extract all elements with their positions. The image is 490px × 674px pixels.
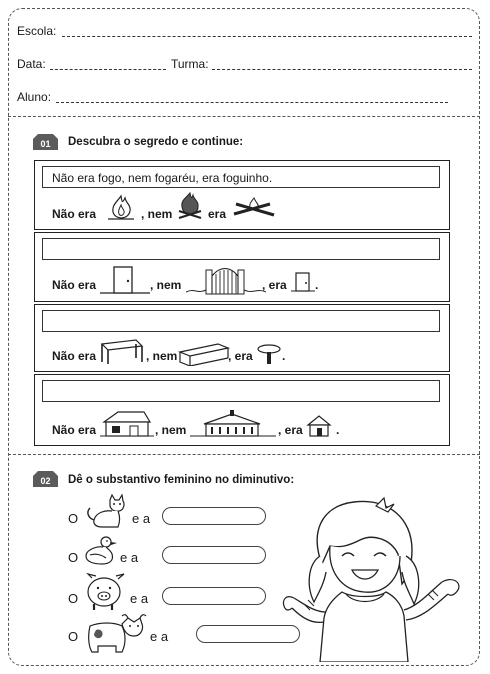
row3-end: .	[282, 349, 286, 363]
row4-nem: , nem	[155, 423, 187, 437]
student-label: Aluno:	[17, 90, 52, 104]
long-table-icon	[178, 338, 230, 366]
ox-icon	[82, 612, 148, 658]
header-divider	[8, 116, 480, 117]
gate-icon	[186, 264, 266, 296]
girl-illustration	[280, 494, 470, 662]
door-icon	[100, 262, 150, 296]
class-label: Turma:	[171, 57, 209, 71]
answer-pill-2[interactable]	[162, 546, 266, 564]
row2-nao-era: Não era	[52, 278, 97, 292]
small-table-icon	[256, 342, 282, 366]
item3-article: O	[68, 591, 79, 606]
cat-icon	[82, 494, 126, 530]
section-divider	[8, 454, 480, 455]
fire-icon	[104, 193, 138, 221]
item4-article: O	[68, 629, 79, 644]
row3-nao-era: Não era	[52, 349, 97, 363]
answer-pill-3[interactable]	[162, 587, 266, 605]
item1-conj: e a	[132, 511, 151, 526]
item3-conj: e a	[130, 591, 149, 606]
row1-nem: , nem	[141, 207, 173, 221]
item1-article: O	[68, 511, 79, 526]
class-field[interactable]	[212, 69, 472, 70]
date-label: Data:	[17, 57, 46, 71]
section-badge-02	[32, 470, 59, 488]
row2-era: , era	[262, 278, 287, 292]
row1-nao-era: Não era	[52, 207, 97, 221]
row4-nao-era: Não era	[52, 423, 97, 437]
house-icon	[100, 408, 154, 438]
answer-box-3[interactable]	[42, 310, 440, 332]
section-number-02: 02	[40, 476, 51, 486]
row4-end: .	[336, 423, 340, 437]
duck-icon	[82, 534, 120, 568]
section-title-02: Dê o substantivo feminino no diminutivo:	[68, 474, 295, 486]
bonfire-icon	[174, 191, 206, 221]
example-answer: Não era fogo, nem fogaréu, era foguinho.	[52, 171, 273, 185]
small-house-icon	[305, 414, 333, 438]
big-house-icon	[190, 408, 276, 438]
item2-article: O	[68, 550, 79, 565]
item2-conj: e a	[120, 550, 139, 565]
row2-nem: , nem	[150, 278, 182, 292]
school-label: Escola:	[17, 24, 57, 38]
row4-era: , era	[278, 423, 303, 437]
answer-pill-1[interactable]	[162, 507, 266, 525]
answer-box-2[interactable]	[42, 238, 440, 260]
date-field[interactable]	[50, 69, 166, 70]
section-badge-01	[32, 133, 59, 151]
answer-box-4[interactable]	[42, 380, 440, 402]
section-title-01: Descubra o segredo e continue:	[68, 136, 244, 148]
item4-conj: e a	[150, 629, 169, 644]
student-field[interactable]	[56, 102, 448, 103]
row1-era: era	[208, 207, 227, 221]
row3-nem: , nem	[146, 349, 178, 363]
small-fire-icon	[230, 196, 278, 220]
school-field[interactable]	[62, 36, 472, 37]
pig-icon	[82, 572, 128, 612]
table-icon	[98, 336, 144, 366]
small-door-icon	[291, 268, 315, 294]
row2-end: .	[315, 278, 319, 292]
row3-era: , era	[228, 349, 253, 363]
section-number-01: 01	[40, 139, 51, 149]
